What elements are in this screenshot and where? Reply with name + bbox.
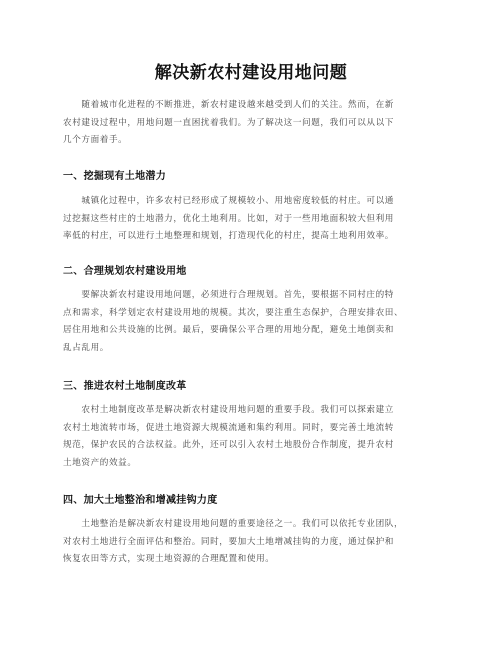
section-2-paragraph [63, 287, 443, 357]
paragraph-line: 土地资产的效益。 [63, 457, 137, 468]
paragraph-line: 过挖掘这些村庄的土地潜力，优化土地利用。比如，对于一些用地面积较大但利用 [63, 213, 394, 224]
document-title: 解决新农村建设用地问题 [154, 63, 348, 83]
paragraph-line: 农村建设过程中，用地问题一直困扰着我们。为了解决这一问题，我们可以从以下 [63, 117, 394, 128]
paragraph-line: 要解决新农村建设用地问题，必须进行合理规划。首先，要根据不同村庄的特 [63, 290, 394, 300]
paragraph-line: 农村土地流转市场，促进土地资源大规模流通和集约利用。同时，要完善土地流转 [63, 422, 394, 433]
section-3-paragraph [63, 402, 443, 472]
section-heading-1: 一、挖掘现有土地潜力 [63, 171, 166, 182]
paragraph-line: 规范，保护农民的合法权益。此外，还可以引入农村土地股份合作制度，提升农村 [63, 440, 394, 450]
paragraph-line: 城镇化过程中，许多农村已经形成了规模较小、用地密度较低的村庄。可以通 [63, 196, 394, 206]
paragraph-line: 几个方面着手。 [63, 135, 128, 145]
section-heading-2: 二、合理规划农村建设用地 [63, 266, 187, 277]
paragraph-line: 恢复农田等方式，实现土地资源的合理配置和使用。 [63, 554, 275, 564]
paragraph-line: 农村土地制度改革是解决新农村建设用地问题的重要手段。我们可以探索建立 [63, 405, 394, 415]
paragraph-line: 乱占乱用。 [63, 342, 109, 353]
paragraph-line: 土地整治是解决新农村建设用地问题的重要途径之一。我们可以依托专业团队， [63, 519, 404, 529]
section-heading-4: 四、加大土地整治和增减挂钩力度 [63, 495, 218, 506]
paragraph-line: 率低的村庄，可以进行土地整理和规划，打造现代化的村庄，提高土地利用效率。 [63, 231, 394, 241]
paragraph-line: 对农村土地进行全面评估和整治。同时，要加大土地增减挂钩的力度，通过保护和 [63, 536, 394, 547]
paragraph-line: 随着城市化进程的不断推进，新农村建设越来越受到人们的关注。然而，在新 [63, 100, 394, 110]
intro-paragraph [63, 97, 443, 150]
section-1-paragraph [63, 193, 443, 246]
paragraph-line: 居住用地和公共设施的比例。最后，要确保公平合理的用地分配，避免土地倒卖和 [63, 325, 394, 335]
section-4-paragraph [63, 516, 443, 569]
section-heading-3: 三、推进农村土地制度改革 [63, 381, 187, 392]
paragraph-line: 点和需求，科学划定农村建设用地的规模。其次，要注重生态保护，合理安排农田、 [63, 307, 404, 318]
